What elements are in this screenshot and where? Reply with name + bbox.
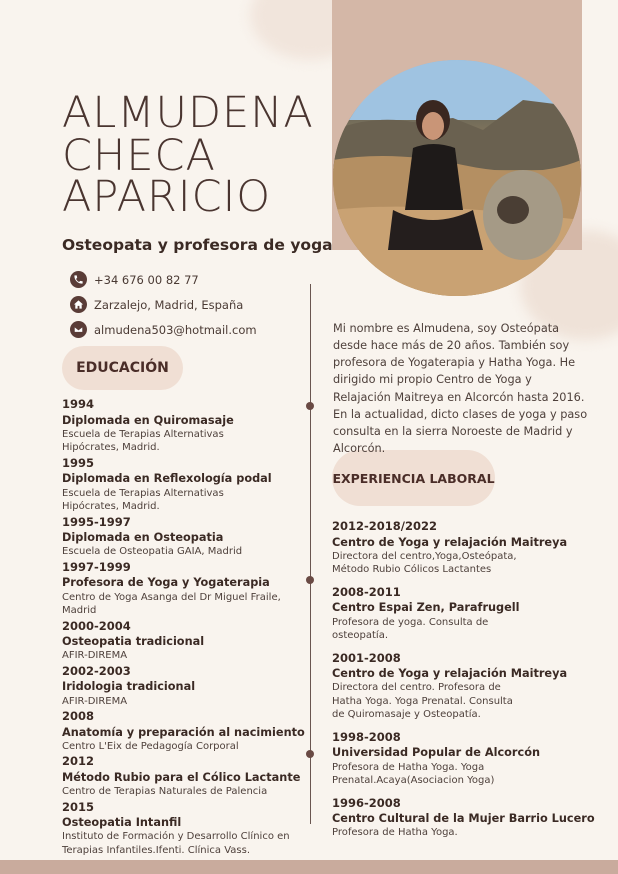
education-description: Escuela de Terapias Alternativas [62,428,224,440]
education-entry [62,664,307,708]
education-entry [62,800,307,858]
email-icon [70,321,87,338]
education-year: 2012 [62,754,95,769]
education-entry [62,456,307,514]
timeline-dot [306,402,314,410]
education-description: Hipócrates, Madrid. [62,442,160,454]
experience-description: osteopatía. [332,630,389,642]
experience-description: Profesora de Hatha Yoga. Yoga [332,761,485,773]
education-entry [62,754,307,798]
experience-entry [332,796,602,840]
education-entry [62,560,307,618]
name-line-2: CHECA [62,131,216,181]
education-list [62,397,307,858]
experience-description: Directora del centro. Profesora de [332,682,501,694]
home-icon [70,296,87,313]
education-year: 1994 [62,397,95,411]
education-year: 1995-1997 [62,514,131,529]
experience-title: Universidad Popular de Alcorcón [332,746,541,760]
experience-year: 1998-2008 [332,729,401,744]
education-entry [62,515,307,559]
experience-description: Directora del centro,Yoga,Osteópata, [332,550,517,562]
phone-number: +34 676 00 82 77 [94,272,199,287]
timeline-divider [310,284,311,824]
education-description: Madrid [62,605,97,617]
education-year: 1995 [62,455,95,470]
experience-title: Centro de Yoga y relajación Maitreya [332,535,568,549]
about-text: Mi nombre es Almudena, soy Osteópata desde hace más de 20 años. También soy profesora de Yogaterapia y Hatha Yoga. He dirigido mi propio Centro de Yoga y Relajación Maitreya en Alcorcón hasta 2016. En la actualidad, dicto clases de yoga y paso consulta en la sierra Noroeste de Madrid y Alcorcón. [333,322,588,456]
education-entry [62,397,307,455]
education-title: Diplomada en Reflexología podal [62,472,272,486]
profile-photo [333,60,581,296]
experience-list [332,519,602,848]
timeline-dot [306,576,314,584]
education-year: 2002-2003 [62,663,131,678]
education-description: Terapias Infantiles.Ifenti. Clínica Vass. [62,844,251,856]
experience-year: 2012-2018/2022 [332,519,437,533]
education-description: Instituto de Formación y Desarrollo Clínico en [62,831,290,843]
experience-entry [332,651,602,722]
experience-description: Método Rubio Cólicos Lactantes [332,564,492,576]
education-title: Iridologia tradicional [62,680,196,694]
education-description: Escuela de Terapias Alternativas [62,487,224,499]
experience-entry [332,730,602,788]
education-description: Hipócrates, Madrid. [62,501,160,513]
education-title: Anatomía y preparación al nacimiento [62,725,305,739]
experience-title: Centro Espai Zen, Parafrugell [332,601,520,615]
education-entry [62,709,307,753]
education-title: Diplomada en Osteopatia [62,531,224,545]
experience-entry [332,585,602,643]
experience-title: Centro Cultural de la Mujer Barrio Lucero [332,812,595,826]
education-description: AFIR-DIREMA [62,695,128,707]
education-title: Método Rubio para el Cólico Lactante [62,770,301,784]
education-title: Diplomada en Quiromasaje [62,413,234,427]
education-year: 2008 [62,709,95,724]
education-description: Escuela de Osteopatia GAIA, Madrid [62,546,243,558]
job-title: Osteopata y profesora de yoga [62,236,333,254]
education-entry [62,619,307,663]
education-title: Osteopatia tradicional [62,635,205,649]
experience-entry [332,519,602,577]
education-description: Centro de Terapias Naturales de Palencia [62,786,268,798]
footer-bar [0,860,618,874]
experience-description: de Quiromasaje y Osteopatía. [332,709,481,721]
education-year: 2015 [62,799,95,814]
education-title: Osteopatia Intanfil [62,816,182,830]
contact-phone [70,271,199,288]
contact-address [70,296,243,313]
name-line-3: APARICIO [62,172,272,222]
experience-year: 1996-2008 [332,795,401,810]
experience-description: Prenatal.Acaya(Asociacion Yoga) [332,775,495,787]
contact-email [70,321,257,338]
education-title: Profesora de Yoga y Yogaterapia [62,576,270,590]
timeline-dot [306,750,314,758]
address-text: Zarzalejo, Madrid, España [94,297,244,312]
phone-icon [70,271,87,288]
education-description: AFIR-DIREMA [62,650,128,662]
name-line-1: ALMUDENA [62,88,314,138]
education-description: Centro L'Eix de Pedagogía Corporal [62,740,239,752]
email-text: almudena503@hotmail.com [94,322,257,337]
education-heading: EDUCACIÓN [62,346,183,390]
experience-heading: EXPERIENCIA LABORAL [332,450,495,506]
experience-description: Profesora de yoga. Consulta de [332,616,489,628]
experience-description: Profesora de Hatha Yoga. [332,827,458,839]
education-year: 2000-2004 [62,618,131,633]
experience-title: Centro de Yoga y relajación Maitreya [332,667,568,681]
experience-description: Hatha Yoga. Yoga Prenatal. Consulta [332,695,513,707]
experience-year: 2001-2008 [332,650,401,665]
education-year: 1997-1999 [62,559,131,574]
education-description: Centro de Yoga Asanga del Dr Miguel Fraile, [62,591,281,603]
experience-year: 2008-2011 [332,584,401,599]
